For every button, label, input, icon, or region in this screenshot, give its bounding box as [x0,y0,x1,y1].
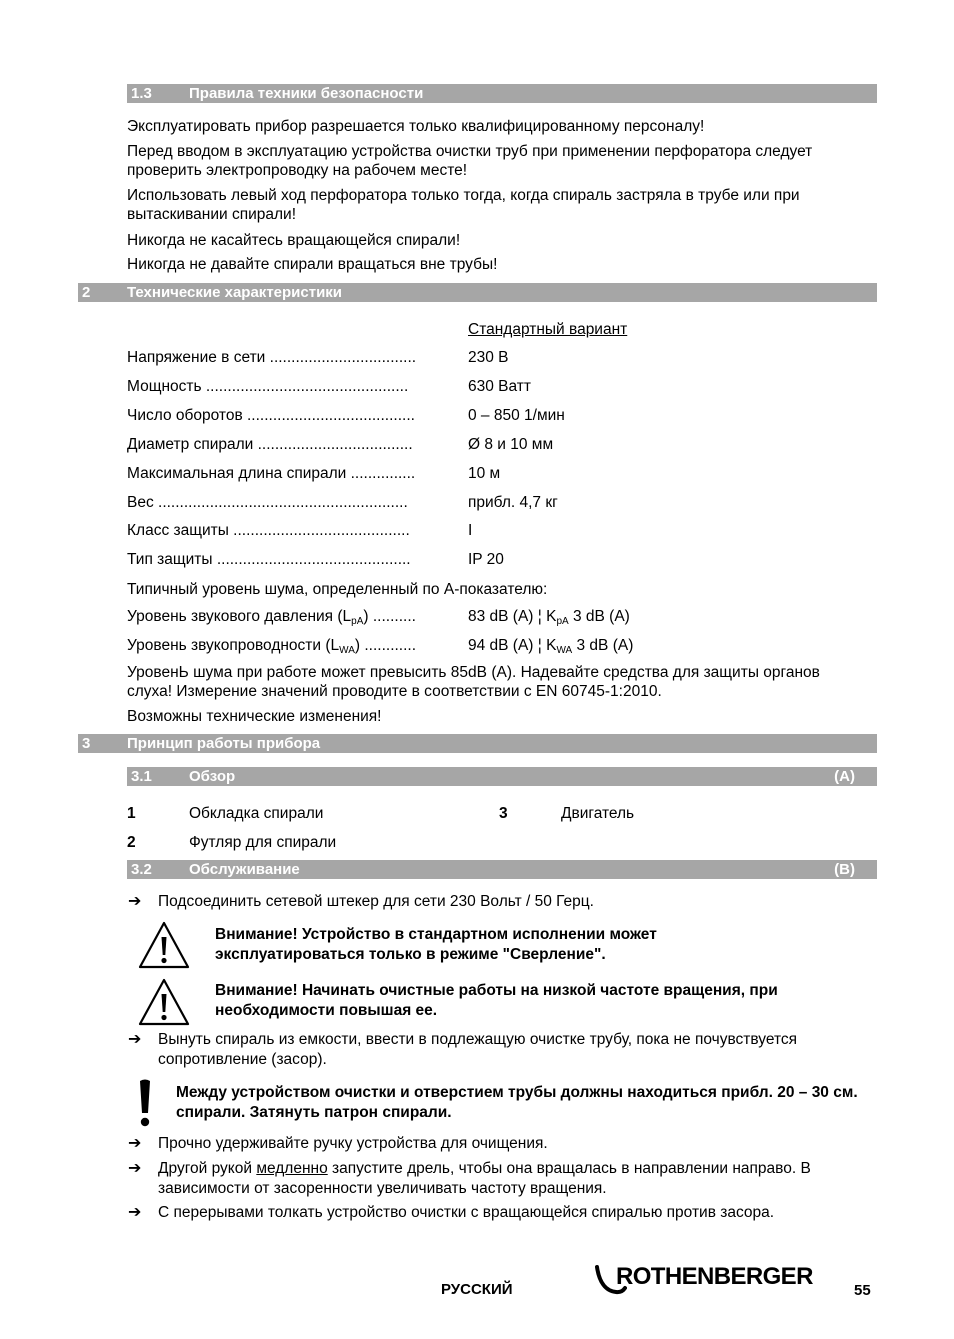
spec-value: IP 20 [468,551,504,568]
spec-row [127,493,877,513]
notice-text: Между устройством очистки и отверстием трубы должны находиться прибл. 20 – 30 см. спирали. Затянуть патрон спирали. [176,1084,858,1121]
warning-text: Внимание! Устройство в стандартном исполнении может эксплуатироваться только в режиме "Сверление". [215,926,657,963]
section-number: 2 [82,284,91,301]
step-text: Вынуть спираль из емкости, ввести в подлежащую очистке трубу, пока не почувствуется сопротивление (засор). [158,1031,798,1068]
step-text: Прочно удерживайте ручку устройства для очищения. [158,1135,548,1152]
noise-value-text: 94 dB (A) ¦ K [468,637,557,654]
noise-intro: Типичный уровень шума, определенный по А-показателю: [127,581,548,598]
noise-value-subscript: WA [556,645,573,656]
figure-ref: (A) [834,768,855,785]
section-title: Обзор [189,768,236,785]
noise-value-text: 3 dB (A) [572,637,634,654]
item-number: 1 [127,805,136,822]
spec-column-header: Стандартный вариант [468,321,628,338]
spec-label: Тип защиты ............................................. [127,551,411,568]
noise-note: УровенЬ шума при работе может превысить 85dB (A). Надевайте средства для защиты органов слуха! Измерение значений проводите в соответствии с EN 60745-1:2010. [127,664,820,700]
section-number: 1.3 [131,85,152,102]
noise-label-text: Уровень звукопроводности (L [127,637,340,654]
spec-row [127,550,877,570]
step-text: Подсоединить сетевой штекер для сети 230 Вольт / 50 Герц. [158,893,594,910]
step-text: С перерывами толкать устройство очистки с вращающейся спиралью против засора. [158,1204,775,1221]
spec-value: 10 м [468,465,501,482]
spec-label: Мощность ............................................... [127,378,409,395]
noise-label [127,636,458,656]
spec-row [127,348,877,368]
spec-row [127,521,877,541]
section-header-3 [78,734,877,753]
item-number: 2 [127,834,136,851]
section-number: 3.1 [131,768,152,785]
spec-label: Напряжение в сети .................................. [127,349,417,366]
figure-ref: (B) [834,861,855,878]
paragraph: Использовать левый ход перфоратора только тогда, когда спираль застряла в трубе или при вытаскивании спирали! [127,187,800,223]
noise-row [127,607,877,627]
section-title: Обслуживание [189,861,300,878]
spec-label: Максимальная длина спирали ............... [127,465,416,482]
spec-row [127,464,877,484]
spec-value: 230 В [468,349,509,366]
spec-row [127,377,877,397]
brand-logo: ROTHENBERGER [616,1263,813,1290]
paragraph: Никогда не касайтесь вращающейся спирали! [127,232,461,249]
section-title: Принцип работы прибора [127,735,321,752]
noise-row [127,636,877,656]
section-title: Правила техники безопасности [189,85,424,102]
arrow-right-icon: ➔ [128,1160,142,1177]
spec-value: Ø 8 и 10 мм [468,436,554,453]
item-number: 3 [499,805,508,822]
spec-label: Число оборотов ....................................... [127,407,415,424]
section-header-3-2 [127,860,877,879]
section-number: 3 [82,735,91,752]
spec-value: I [468,522,473,539]
section-number: 3.2 [131,861,152,878]
paragraph: Эксплуатировать прибор разрешается только квалифицированному персоналу! [127,118,705,135]
changes-note: Возможны технические изменения! [127,708,382,725]
spec-row [127,406,877,426]
warning-triangle-icon [137,920,191,970]
section-title: Технические характеристики [127,284,343,301]
section-header-2 [78,283,877,302]
step-text [158,1159,823,1198]
noise-value [468,636,633,656]
spec-value: прибл. 4,7 кг [468,494,558,511]
footer-language: РУССКИЙ [441,1281,513,1298]
item-label: Обкладка спирали [189,805,324,822]
exclamation-icon [136,1078,154,1130]
noise-value-subscript: pA [556,616,569,627]
spec-value: 0 – 850 1/мин [468,407,565,424]
section-header-3-1 [127,767,877,786]
page-number: 55 [854,1282,871,1299]
noise-value-text: 3 dB (A) [568,608,630,625]
step-text-part: Другой рукой [158,1160,257,1177]
spec-row [127,435,877,455]
section-header-1-3 [127,84,877,103]
noise-label [127,607,458,627]
noise-label-subscript: WA [339,645,355,656]
spec-value: 630 Ватт [468,378,531,395]
step-text-part: запустите дрель, чтобы она вращалась в направлении направо. В зависимости от засоренности увеличивать частоту вращения. [158,1160,811,1197]
arrow-right-icon: ➔ [128,1031,142,1048]
noise-label-text: ) .......... [363,608,416,625]
noise-label-text: ) ............ [354,637,417,654]
spec-label: Вес .......................................................... [127,494,408,511]
noise-value-text: 83 dB (A) ¦ K [468,608,557,625]
item-label: Футляр для спирали [189,834,337,851]
arrow-right-icon: ➔ [128,1204,142,1221]
paragraph: Перед вводом в эксплуатацию устройства очистки труб при применении перфоратора следует проверить электропроводку на рабочем месте! [127,143,813,179]
spec-label: Класс защиты ......................................... [127,522,410,539]
arrow-right-icon: ➔ [128,893,142,910]
item-label: Двигатель [561,805,635,822]
noise-label-text: Уровень звукового давления (L [127,608,352,625]
arrow-right-icon: ➔ [128,1135,142,1152]
warning-text: Внимание! Начинать очистные работы на низкой частоте вращения, при необходимости повышая ее. [215,982,778,1019]
warning-triangle-icon [137,977,191,1027]
noise-label-subscript: pA [351,616,364,627]
noise-value [468,607,630,627]
paragraph: Никогда не давайте спирали вращаться вне трубы! [127,256,498,273]
spec-label: Диаметр спирали .................................... [127,436,413,453]
step-text-underlined: медленно [256,1160,328,1177]
